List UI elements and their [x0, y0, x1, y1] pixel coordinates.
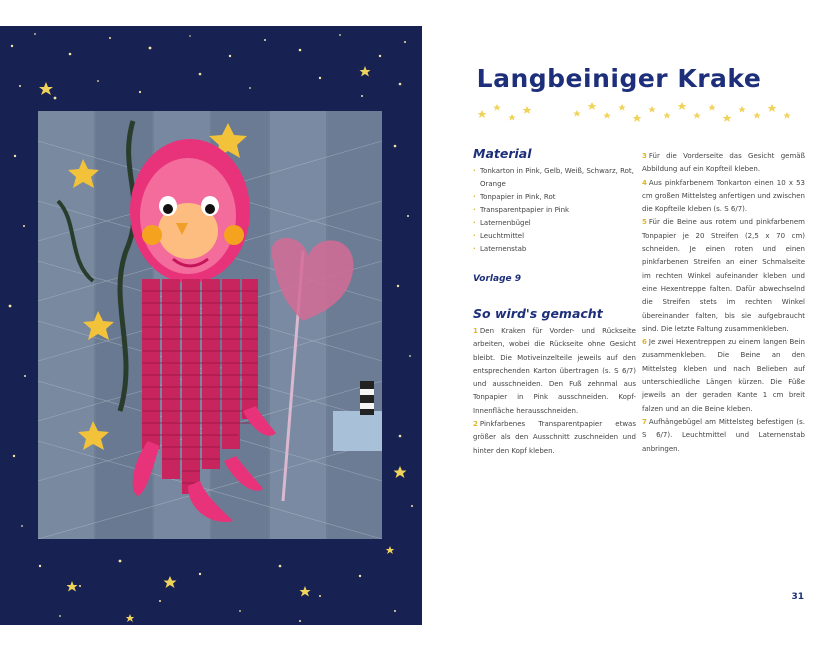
step-number: 1: [473, 327, 478, 335]
step-number: 2: [473, 420, 478, 429]
material-item: · Transparentpapier in Pink: [473, 204, 636, 217]
instructions-heading: So wird's gemacht: [473, 306, 603, 321]
instruction-step: [473, 325, 636, 418]
step-text: Aus pinkfarbenem Tonkarton einen 10 x 53 cm großen Mittelsteg anfertigen und zwischen die Kopfteile kleben (s. S 6/7).: [642, 178, 805, 214]
left-page-night-sky: [0, 26, 422, 625]
instruction-step: [642, 336, 805, 416]
instruction-step: [642, 416, 805, 456]
left-text-column: [473, 146, 636, 458]
step-number: 6: [642, 338, 647, 347]
material-item: · Laternenbügel: [473, 217, 636, 230]
right-page: [422, 26, 816, 625]
material-item: · Tonkarton in Pink, Gelb, Weiß, Schwarz, Rot, Orange: [473, 165, 636, 191]
step-number: 7: [642, 417, 647, 426]
octopus-lantern-illustration: [38, 111, 382, 539]
material-list: [473, 165, 636, 256]
step-number: 4: [642, 178, 647, 187]
instruction-step: [642, 216, 805, 336]
step-number: 3: [642, 152, 647, 160]
step-text: Den Kraken für Vorder- und Rückseite arbeiten, wobei die Rückseite ohne Gesicht bleibt. Die Motiveinzelteile jeweils auf den entsprechenden Karton übertragen (s. S 6/7) und ausschneiden. Den Fuß zehnmal aus Tonpapier in Pink ausschneiden. Kopf-Innenfläche herausschneiden.: [473, 327, 636, 415]
template-reference: Vorlage 9: [473, 274, 522, 284]
material-heading: Material: [473, 146, 532, 161]
step-text: Für die Vorderseite das Gesicht gemäß Abbildung auf ein Kopfteil kleben.: [642, 152, 805, 174]
instruction-step: [473, 418, 636, 458]
octopus-lantern-photo: [38, 111, 382, 539]
page-number: 31: [791, 592, 804, 602]
step-text: Je zwei Hexentreppen zu einem langen Bein zusammenkleben. Die Beine an den Mittelsteg kleben und nach Belieben auf unterschiedliche Längen kürzen. Die Füße jeweils an der geraden Kante 1 cm breit falzen und an die Beine kleben.: [642, 338, 805, 413]
right-text-column: [642, 150, 805, 456]
moon-and-stars-decoration: [472, 96, 802, 126]
step-text: Für die Beine aus rotem und pinkfarbenem Tonpapier je 20 Streifen (2,5 x 70 cm) schneiden. Je einen roten und einen pinkfarbenen Streifen an einer Schmalseite im rechten Winkel aufeinander kleben und eine Hexentreppe falten. Dafür abwechselnd die Streifen stets im rechten Winkel übereinander falten, bis sie aufgebraucht sind. Die letzte Faltung zusammenkleben.: [642, 218, 805, 333]
step-text: Pinkfarbenes Transparentpapier etwas größer als den Ausschnitt zuschneiden und hinter den Kopf kleben.: [473, 420, 636, 455]
material-item: · Leuchtmittel: [473, 230, 636, 243]
material-item: · Laternenstab: [473, 243, 636, 256]
material-item: · Tonpapier in Pink, Rot: [473, 191, 636, 204]
page-title: Langbeiniger Krake: [476, 64, 762, 93]
instruction-step: [642, 177, 805, 217]
step-text: Aufhängebügel am Mittelsteg befestigen (s. S 6/7). Leuchtmittel und Laternenstab anbringen.: [642, 417, 805, 453]
instruction-step: [642, 150, 805, 177]
step-number: 5: [642, 218, 647, 227]
instructions-steps-left: [473, 325, 636, 458]
